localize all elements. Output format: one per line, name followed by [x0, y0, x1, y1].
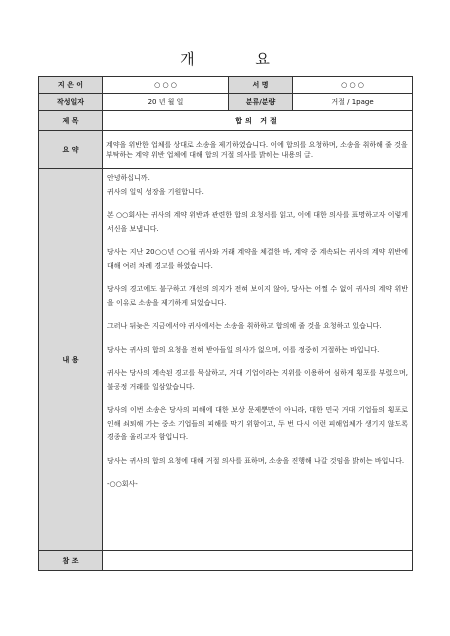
category-label: 분류/분량 — [229, 94, 293, 111]
content-row — [39, 169, 413, 551]
category-value[interactable]: 거절 / 1page — [293, 94, 413, 111]
reference-label: 참 조 — [39, 551, 103, 571]
subject-row — [39, 111, 413, 131]
content-paragraph: 귀사는 당사의 계속된 경고를 묵살하고, 거대 기업이라는 지위를 이용하여 심하게 횡포를 부렸으며, 불공정 거래를 일삼았습니다. — [107, 369, 408, 391]
page-title: 개 요 — [180, 50, 298, 68]
greeting-line-2: 귀사의 일익 성장을 기원합니다. — [107, 187, 204, 196]
content-paragraph: 그러나 뒤늦은 지금에서야 귀사에서는 소송을 취하하고 합의해 줄 것을 요청하고 있습니다. — [107, 322, 382, 330]
content-paragraph: 당사는 귀사의 합의 요청에 대해 거절 의사를 표하며, 소송을 진행해 나갈 것임을 밝히는 바입니다. — [107, 456, 405, 465]
greeting-line-1: 안녕하십니까. — [107, 174, 150, 182]
signature-label: 서 명 — [229, 77, 293, 94]
summary-value[interactable]: 계약을 위반한 업체를 상대로 소송을 제기하였습니다. 이에 합의를 요청하며, 소송을 취하해 줄 것을 부탁하는 계약 위반 업체에 대해 합의 거절 의사를 밝히는 내용의 글. — [103, 131, 413, 169]
signature-value[interactable]: ○ ○ ○ — [293, 77, 413, 94]
reference-value[interactable] — [103, 551, 413, 571]
author-value[interactable]: ○ ○ ○ — [103, 77, 229, 94]
author-row — [39, 77, 413, 94]
summary-row — [39, 131, 413, 169]
summary-form-table — [38, 76, 413, 571]
content-paragraph: 당사는 지난 20○○년 ○○월 귀사와 거래 계약을 체결한 바, 계약 중 계속되는 귀사의 계약 위반에 대해 여러 차례 경고를 하였습니다. — [107, 248, 408, 270]
subject-value[interactable]: 합의 거절 — [103, 111, 413, 131]
date-label: 작성일자 — [39, 94, 103, 111]
content-paragraph: 당사의 경고에도 불구하고 개선의 의지가 전혀 보이지 않아, 당사는 어쩔 수 없이 귀사의 계약 위반을 이유로 소송을 제기하게 되었습니다. — [107, 285, 408, 307]
content-paragraph: 당사는 귀사의 합의 요청을 전혀 받아들일 의사가 없으며, 이를 정중히 거절하는 바입니다. — [107, 345, 380, 354]
signoff: -○○회사- — [107, 480, 138, 488]
date-value[interactable]: 20 년 월 일 — [103, 94, 229, 111]
summary-label: 요 약 — [39, 131, 103, 169]
content-label: 내 용 — [39, 169, 103, 551]
date-row — [39, 94, 413, 111]
content-body[interactable] — [103, 169, 413, 551]
author-label: 지 은 이 — [39, 77, 103, 94]
reference-row — [39, 551, 413, 571]
content-paragraph: 당사의 이번 소송은 당사의 피해에 대한 보상 문제뿐만이 아니라, 대한 민국 거대 기업들의 횡포로 인해 쇠퇴해 가는 중소 기업들의 피해를 막기 위함이고, 두 번 다시 이런 피해업체가 생기지 않도록 경종을 울리고자 함입니다. — [107, 406, 408, 441]
subject-label: 제 목 — [39, 111, 103, 131]
content-paragraph: 본 ○○회사는 귀사의 계약 위반과 관련한 합의 요청서를 읽고, 이에 대한 의사를 표명하고자 이렇게 서신을 보냅니다. — [107, 211, 408, 233]
